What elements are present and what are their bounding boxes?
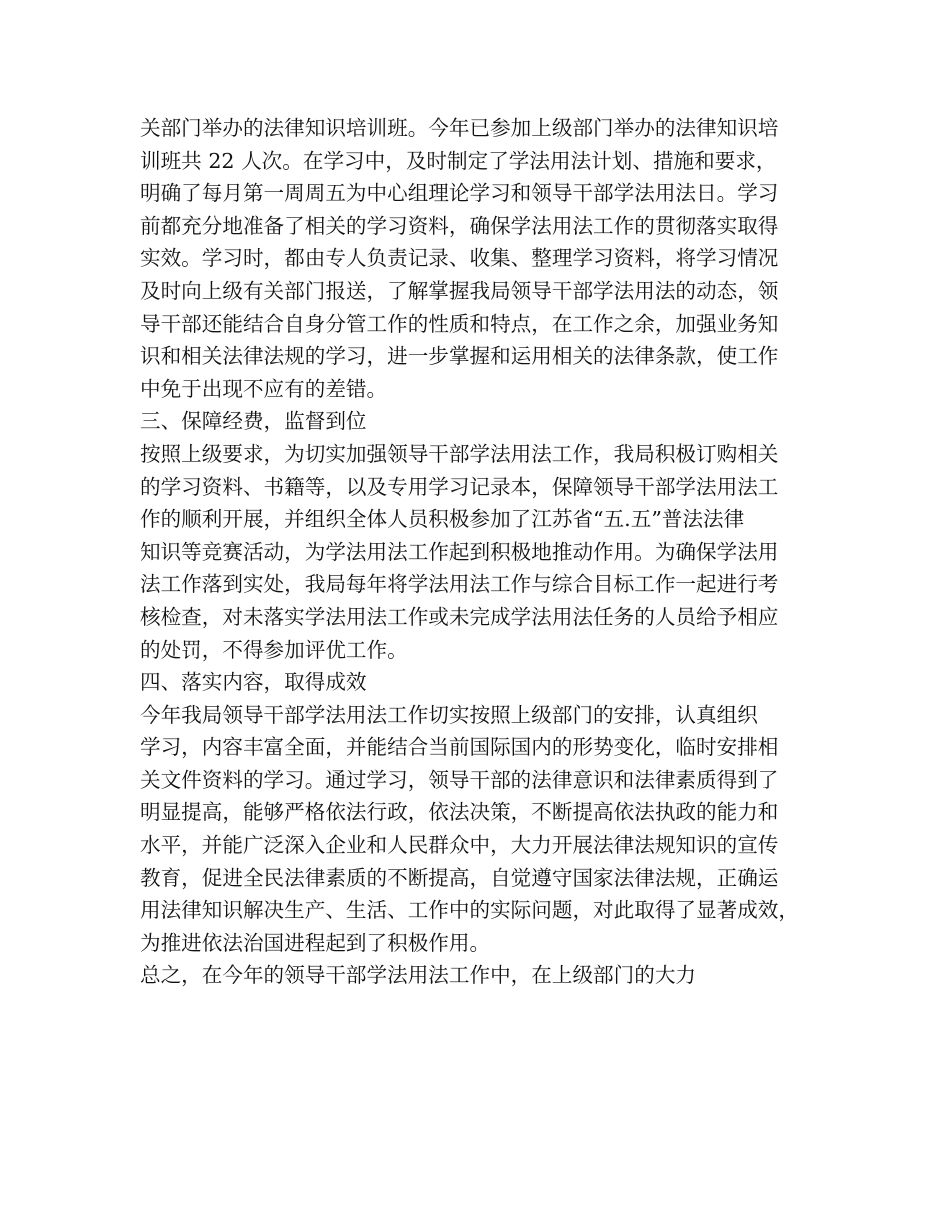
text-line: 作的顺利开展，并组织全体人员积极参加了江苏省“五.五”普法法律 [140,507,745,532]
text-line: 按照上级要求，为切实加强领导干部学法用法工作，我局积极订购相关 [140,441,779,466]
text-line: 总之，在今年的领导干部学法用法工作中，在上级部门的大力 [140,963,697,988]
text-line: 关文件资料的学习。通过学习，领导干部的法律意识和法律素质得到了 [140,767,779,792]
text-line: 中免于出现不应有的差错。 [140,376,388,401]
section-heading: 四、落实内容，取得成效 [140,670,367,695]
text-line: 明确了每月第一周周五为中心组理论学习和领导干部学法用法日。学习 [140,181,779,206]
document-body [140,112,840,992]
section-heading: 三、保障经费，监督到位 [140,409,367,434]
text-line: 明显提高，能够严格依法行政，依法决策，不断提高依法执政的能力和 [140,800,779,825]
text-line: 实效。学习时，都由专人负责记录、收集、整理学习资料，将学习情况 [140,246,779,271]
text-line: 关部门举办的法律知识培训班。今年已参加上级部门举办的法律知识培 [140,116,779,140]
text-line: 的处罚，不得参加评优工作。 [140,637,408,662]
text-line: 识和相关法律法规的学习，进一步掌握和运用相关的法律条款，使工作 [140,344,779,369]
text-line: 训班共 22 人次。在学习中，及时制定了学法用法计划、措施和要求， [140,148,777,173]
text-line: 水平，并能广泛深入企业和人民群众中，大力开展法律法规知识的宣传 [140,833,779,858]
text-line: 及时向上级有关部门报送，了解掌握我局领导干部学法用法的动态，领 [140,278,779,303]
text-line: 的学习资料、书籍等，以及专用学习记录本，保障领导干部学法用法工 [140,474,779,499]
text-line: 教育，促进全民法律素质的不断提高，自觉遵守国家法律法规，正确运 [140,865,779,890]
text-line: 前都充分地准备了相关的学习资料，确保学法用法工作的贯彻落实取得 [140,213,779,238]
text-line: 法工作落到实处，我局每年将学法用法工作与综合目标工作一起进行考 [140,572,779,597]
text-line: 为推进依法治国进程起到了积极作用。 [140,930,491,955]
text-line: 知识等竞赛活动，为学法用法工作起到积极地推动作用。为确保学法用 [140,539,779,564]
text-line: 今年我局领导干部学法用法工作切实按照上级部门的安排，认真组织 [140,702,758,727]
text-line: 用法律知识解决生产、生活、工作中的实际问题，对此取得了显著成效， [140,898,799,923]
text-line: 核检查，对未落实学法用法工作或未完成学法用法任务的人员给予相应 [140,604,779,629]
text-line: 学习，内容丰富全面，并能结合当前国际国内的形势变化，临时安排相 [140,735,779,760]
text-line: 导干部还能结合自身分管工作的性质和特点，在工作之余，加强业务知 [140,311,779,336]
